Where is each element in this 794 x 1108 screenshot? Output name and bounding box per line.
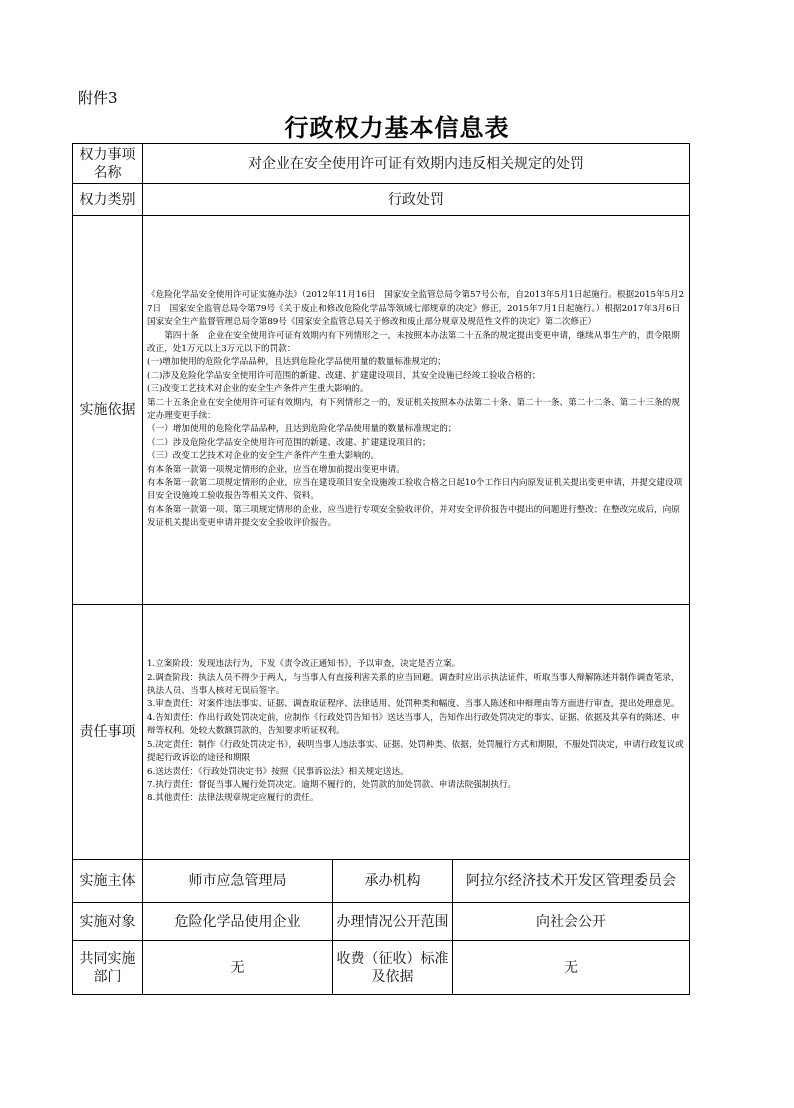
disclosure-scope-label: 办理情况公开范围 <box>333 903 453 941</box>
responsibility-paragraph: 6.送达责任：《行政处罚决定书》按照《民事诉讼法》相关规定送达。 <box>147 766 409 777</box>
basis-text <box>143 216 690 605</box>
target-label: 实施对象 <box>73 903 143 941</box>
handler-value: 阿拉尔经济技术开发区管理委员会 <box>453 860 690 903</box>
row-subject <box>73 860 690 903</box>
info-table <box>72 143 690 995</box>
basis-paragraph: 《危险化学品安全使用许可证实施办法》（2012年11月16日 国家安全监管总局令第57号公布，自2013年5月1日起施行。根据2015年5月27日 国家安全监管总局令第79号《关于废止和修改危险化学品等领域七部规章的决定》修正，2015年7月1日起施行。）根据2017年3月6日国家安全生产监督管理总局令第89号《国家安全监管总局关于修改和废止部分规章及规范性文件的决定》第二次修正） <box>147 290 685 328</box>
responsibility-paragraph: 2.调查阶段：执法人员不得少于两人，与当事人有直接利害关系的应当回避。调查时应出示执法证件，听取当事人辩解陈述并制作调查笔录，执法人员、当事人核对无误后签字。 <box>147 672 680 697</box>
name-label: 权力事项名称 <box>73 144 143 184</box>
disclosure-scope-value: 向社会公开 <box>453 903 690 941</box>
responsibility-text <box>143 605 690 860</box>
basis-paragraph: 有本条第一款第一项、第三项规定情形的企业，应当进行专项安全验收评价，并对安全评价报告中提出的问题进行整改；在整改完成后，向原发证机关提出变更申请并提交安全验收评价报告。 <box>147 504 680 529</box>
fee-standard-label: 收费（征收）标准及依据 <box>333 941 453 995</box>
responsibility-paragraph: 3.审查责任：对案件违法事实、证据、调查取证程序、法律适用、处罚种类和幅度、当事人陈述和申辩理由等方面进行审查，提出处理意见。 <box>147 699 680 710</box>
name-value: 对企业在安全使用许可证有效期内违反相关规定的处罚 <box>143 144 690 184</box>
subject-label: 实施主体 <box>73 860 143 903</box>
basis-paragraph: 有本条第一款第一项规定情形的企业，应当在增加前提出变更申请。 <box>147 464 405 475</box>
responsibility-paragraph: 7.执行责任：督促当事人履行处罚决定。逾期不履行的，处罚款的加处罚款、申请法院强制执行。 <box>147 779 517 790</box>
category-value: 行政处罚 <box>143 184 690 216</box>
basis-paragraph: (三)改变工艺技术对企业的安全生产条件产生重大影响的。 <box>147 384 369 395</box>
basis-paragraph: (二)涉及危险化学品安全使用许可范围的新建、改建、扩建建设项目，其安全设施已经竣工验收合格的； <box>147 370 541 381</box>
responsibility-paragraph: 4.告知责任：作出行政处罚决定前，应制作《行政处罚告知书》送达当事人，告知作出行政处罚决定的事实、证据、依据及其享有的陈述、申辩等权利。处较大数额罚款的，告知要求听证权利。 <box>147 712 680 737</box>
row-category <box>73 184 690 216</box>
responsibility-paragraph: 8.其他责任：法律法规章规定应履行的责任。 <box>147 793 319 804</box>
basis-paragraph: 有本条第一款第二项规定情形的企业，应当在建设项目安全设施竣工验收合格之日起10个工作日内向原发证机关提出变更申请，并提交建设项目安全设施竣工验收报告等相关文件、资料。 <box>147 478 683 502</box>
handler-label: 承办机构 <box>333 860 453 903</box>
responsibility-paragraph: 5.决定责任：制作《行政处罚决定书》，载明当事人违法事实、证据、处罚种类、依据，处罚履行方式和期限，不服处罚决定，申请行政复议或提起行政诉讼的途径和期限 <box>147 739 684 764</box>
attachment-label: 附件3 <box>78 89 118 107</box>
basis-paragraph: (一)增加使用的危险化学品品种，且达到危险化学品使用量的数量标准规定的； <box>147 357 446 368</box>
basis-label: 实施依据 <box>73 216 143 605</box>
row-target <box>73 903 690 941</box>
fee-standard-value: 无 <box>453 941 690 995</box>
responsibility-paragraph: 1.立案阶段：发现违法行为，下发《责令改正通知书》，予以审查，决定是否立案。 <box>147 659 461 670</box>
basis-paragraph: （二）涉及危险化学品安全使用许可范围的新建、改建、扩建建设项目的； <box>147 437 431 448</box>
responsibility-label: 责任事项 <box>73 605 143 860</box>
basis-paragraph: （三）改变工艺技术对企业的安全生产条件产生重大影响的。 <box>147 451 380 462</box>
joint-dept-value: 无 <box>143 941 333 995</box>
target-value: 危险化学品使用企业 <box>143 903 333 941</box>
subject-value: 师市应急管理局 <box>143 860 333 903</box>
row-name <box>73 144 690 184</box>
row-joint <box>73 941 690 995</box>
row-basis <box>73 216 690 605</box>
row-responsibility <box>73 605 690 860</box>
basis-paragraph: 第二十五条企业在安全使用许可证有效期内，有下列情形之一的，发证机关按照本办法第二十条、第二十一条、第二十二条、第二十三条的规定办理变更手续： <box>147 397 680 421</box>
basis-paragraph: （一）增加使用的危险化学品品种，且达到危险化学品使用量的数量标准规定的； <box>147 424 457 435</box>
category-label: 权力类别 <box>73 184 143 216</box>
basis-paragraph: 第四十条 企业在安全使用许可证有效期内有下列情形之一，未按照本办法第二十五条的规定提出变更申请，继续从事生产的，责令限期改正，处1万元以上3万元以下的罚款： <box>147 330 680 354</box>
joint-dept-label: 共同实施部门 <box>73 941 143 995</box>
page-title: 行政权力基本信息表 <box>284 114 510 142</box>
